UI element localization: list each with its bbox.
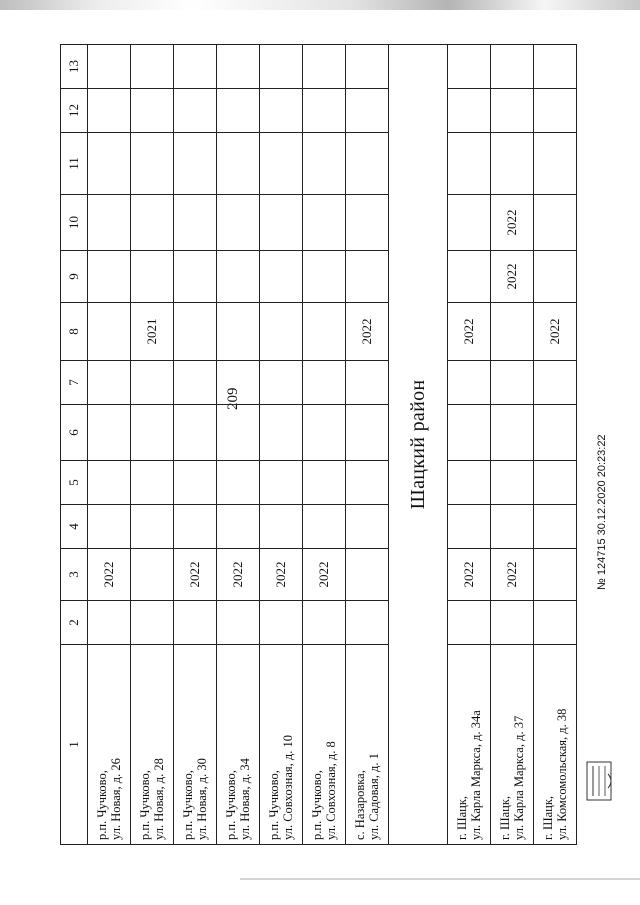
year-cell [88, 461, 131, 505]
year-cell [448, 461, 491, 505]
address-line: р.п. Чучково, [224, 770, 238, 840]
year-cell [260, 89, 303, 133]
year-cell [448, 45, 491, 89]
year-cell [303, 195, 346, 251]
year-cell [448, 361, 491, 405]
year-cell [346, 195, 389, 251]
year-cell [260, 505, 303, 549]
year-cell [534, 461, 577, 505]
year-cell [131, 45, 174, 89]
year-cell [346, 405, 389, 461]
year-cell [534, 601, 577, 645]
year-cell [217, 405, 260, 461]
table-row [131, 45, 174, 845]
year-cell [131, 89, 174, 133]
year-cell [534, 505, 577, 549]
year-cell [303, 89, 346, 133]
year-cell: 2022 [174, 549, 217, 601]
table-row [448, 45, 491, 845]
year-cell [534, 549, 577, 601]
table-header [61, 45, 88, 845]
year-cell [303, 461, 346, 505]
year-cell: 2022 [217, 549, 260, 601]
table-body-before [88, 45, 389, 845]
year-cell [260, 303, 303, 361]
year-cell [174, 461, 217, 505]
year-cell [88, 405, 131, 461]
year-cell [491, 89, 534, 133]
year-cell [448, 601, 491, 645]
scan-edge-artifact [0, 0, 640, 10]
column-number-row [61, 45, 88, 845]
year-cell [260, 361, 303, 405]
address-line: ул. Новая, д. 28 [152, 758, 166, 840]
column-header-5: 5 [61, 461, 88, 505]
year-cell [534, 405, 577, 461]
address-cell [303, 645, 346, 845]
address-line: р.п. Чучково, [138, 770, 152, 840]
year-cell [88, 45, 131, 89]
year-cell [174, 89, 217, 133]
year-cell [174, 45, 217, 89]
year-cell [88, 361, 131, 405]
year-cell [346, 133, 389, 195]
year-cell [448, 505, 491, 549]
year-cell [346, 505, 389, 549]
year-cell [491, 461, 534, 505]
year-cell: 2022 [88, 549, 131, 601]
year-cell [174, 405, 217, 461]
region-section [389, 45, 448, 845]
year-cell [534, 251, 577, 303]
year-cell [346, 601, 389, 645]
address-cell [491, 645, 534, 845]
address-line: р.п. Чучково, [181, 770, 195, 840]
year-cell: 2022 [491, 251, 534, 303]
year-cell: 2022 [448, 549, 491, 601]
address-line: ул. Комсомольская, д. 38 [555, 708, 569, 840]
year-cell [491, 505, 534, 549]
address-line: г. Шацк, [498, 795, 512, 840]
year-cell: 2022 [534, 303, 577, 361]
year-cell: 2022 [303, 549, 346, 601]
table-body-after [448, 45, 577, 845]
year-cell [260, 195, 303, 251]
document-id: № 124715 [596, 538, 608, 590]
year-cell [174, 601, 217, 645]
page-number: 209 [225, 387, 241, 410]
year-cell [534, 195, 577, 251]
column-header-7: 7 [61, 361, 88, 405]
year-cell: 2022 [491, 549, 534, 601]
year-cell [88, 505, 131, 549]
column-header-8: 8 [61, 303, 88, 361]
year-cell [260, 45, 303, 89]
year-cell [346, 549, 389, 601]
column-header-12: 12 [61, 89, 88, 133]
year-cell [131, 549, 174, 601]
year-cell: 2022 [448, 303, 491, 361]
rotated-table-stage [60, 45, 569, 845]
year-cell [303, 45, 346, 89]
document-timestamp: 30.12.2020 20:23:22 [596, 434, 608, 536]
year-cell [260, 251, 303, 303]
year-cell: 2022 [491, 195, 534, 251]
year-cell [448, 251, 491, 303]
year-cell [88, 601, 131, 645]
year-cell [534, 89, 577, 133]
year-cell [131, 251, 174, 303]
year-cell [491, 303, 534, 361]
address-line: с. Назаровка, [353, 770, 367, 840]
year-cell [491, 601, 534, 645]
address-cell [217, 645, 260, 845]
address-line: г. Шацк, [455, 795, 469, 840]
year-cell [217, 195, 260, 251]
year-cell [174, 133, 217, 195]
region-row [389, 45, 448, 845]
year-cell: 2021 [131, 303, 174, 361]
year-cell [174, 361, 217, 405]
year-cell: 2022 [346, 303, 389, 361]
address-cell [448, 645, 491, 845]
address-line: ул. Карла Маркса, д. 37 [512, 715, 526, 840]
year-cell [303, 405, 346, 461]
year-cell [217, 45, 260, 89]
column-header-4: 4 [61, 505, 88, 549]
year-cell [534, 45, 577, 89]
year-cell [260, 133, 303, 195]
address-cell [174, 645, 217, 845]
year-cell [174, 195, 217, 251]
address-line: ул. Новая, д. 30 [195, 758, 209, 840]
year-cell [534, 133, 577, 195]
address-line: р.п. Чучково, [95, 770, 109, 840]
year-cell [217, 505, 260, 549]
address-line: ул. Совхозная, д. 8 [324, 741, 338, 840]
address-cell [88, 645, 131, 845]
year-cell [217, 133, 260, 195]
year-cell [217, 361, 260, 405]
year-cell [491, 45, 534, 89]
year-cell [131, 405, 174, 461]
year-cell [346, 89, 389, 133]
year-cell [131, 195, 174, 251]
column-header-6: 6 [61, 405, 88, 461]
year-cell [448, 195, 491, 251]
year-cell [88, 251, 131, 303]
year-cell [303, 303, 346, 361]
year-cell [346, 461, 389, 505]
column-header-13: 13 [61, 45, 88, 89]
column-header-2: 2 [61, 601, 88, 645]
year-cell [217, 601, 260, 645]
table-row [88, 45, 131, 845]
address-cell [260, 645, 303, 845]
year-cell [88, 303, 131, 361]
year-cell [131, 361, 174, 405]
year-cell [346, 45, 389, 89]
year-cell [260, 601, 303, 645]
address-line: ул. Совхозная, д. 10 [281, 735, 295, 840]
year-cell [217, 251, 260, 303]
address-cell [131, 645, 174, 845]
document-emblem-icon [584, 760, 614, 802]
column-header-10: 10 [61, 195, 88, 251]
year-cell [448, 89, 491, 133]
year-cell [131, 461, 174, 505]
year-cell [174, 251, 217, 303]
year-cell [491, 361, 534, 405]
address-cell [534, 645, 577, 845]
year-cell [217, 89, 260, 133]
table-row [534, 45, 577, 845]
address-line: ул. Садовая, д. 1 [367, 753, 381, 840]
year-cell [534, 361, 577, 405]
document-stamp [596, 434, 608, 590]
address-line: ул. Новая, д. 34 [238, 758, 252, 840]
year-cell [303, 251, 346, 303]
year-cell [217, 461, 260, 505]
year-cell [260, 405, 303, 461]
scan-bottom-line [240, 878, 640, 880]
year-cell: 2022 [260, 549, 303, 601]
year-cell [346, 251, 389, 303]
year-cell [491, 405, 534, 461]
address-line: г. Шацк, [541, 795, 555, 840]
table-row [303, 45, 346, 845]
year-cell [174, 505, 217, 549]
address-cell [346, 645, 389, 845]
address-line: ул. Карла Маркса, д. 34а [469, 710, 483, 840]
year-cell [131, 601, 174, 645]
region-title: Шацкий район [389, 45, 448, 845]
year-cell [131, 133, 174, 195]
year-cell [260, 461, 303, 505]
table-row [491, 45, 534, 845]
year-cell [448, 405, 491, 461]
schedule-table [60, 44, 577, 845]
table-row [260, 45, 303, 845]
table-row [346, 45, 389, 845]
year-cell [303, 505, 346, 549]
year-cell [303, 361, 346, 405]
address-line: ул. Новая, д. 26 [109, 758, 123, 840]
column-header-9: 9 [61, 251, 88, 303]
year-cell [88, 89, 131, 133]
column-header-1: 1 [61, 645, 88, 845]
table-row [217, 45, 260, 845]
year-cell [174, 303, 217, 361]
year-cell [303, 133, 346, 195]
year-cell [346, 361, 389, 405]
column-header-11: 11 [61, 133, 88, 195]
year-cell [491, 133, 534, 195]
year-cell [448, 133, 491, 195]
year-cell [88, 133, 131, 195]
column-header-3: 3 [61, 549, 88, 601]
year-cell [303, 601, 346, 645]
table-row [174, 45, 217, 845]
year-cell [88, 195, 131, 251]
year-cell [217, 303, 260, 361]
address-line: р.п. Чучково, [310, 770, 324, 840]
year-cell [131, 505, 174, 549]
address-line: р.п. Чучково, [267, 770, 281, 840]
